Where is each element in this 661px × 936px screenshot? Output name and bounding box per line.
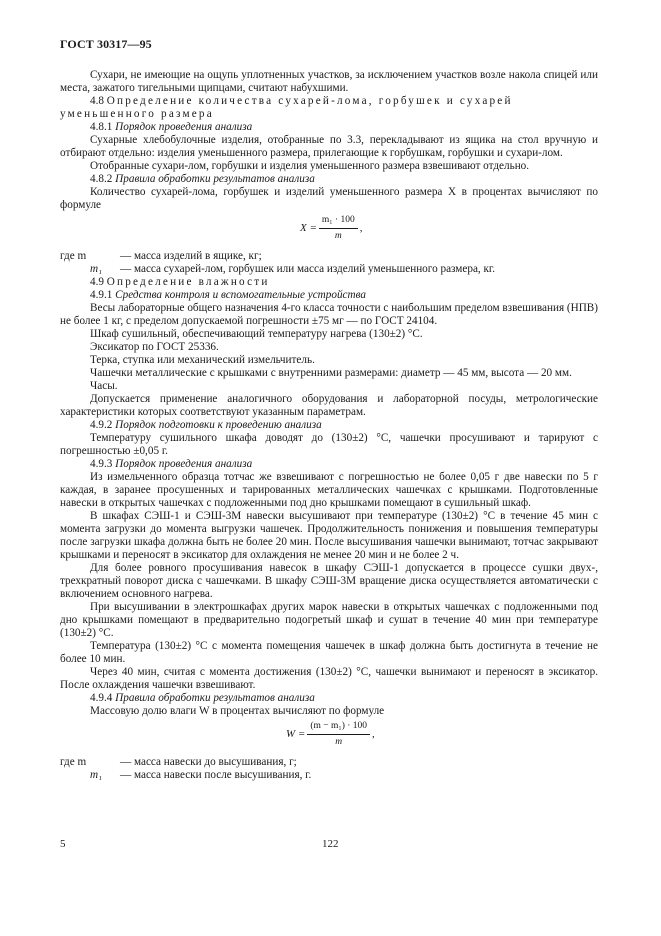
paragraph: Температура (130±2) °С с момента помещения чашечек в шкаф должна быть достигнута в течение не более 10 мин. (60, 640, 598, 665)
section-heading-4-8 (60, 95, 598, 121)
legend-text: — масса навески после высушивания, г. (120, 769, 312, 781)
paragraph: Часы. (90, 380, 118, 392)
paragraph: Допускается применение аналогичного оборудования и лабораторной посуды, метрологические характеристики которых соответствуют указанным параметрам. (60, 393, 598, 418)
legend-text: — масса сухарей-лом, горбушек или масса изделий уменьшенного размера, кг. (120, 263, 496, 275)
formula-denominator: m (334, 231, 342, 241)
section-number: 4.9 (90, 276, 104, 288)
legend-symbol: m₁ (90, 263, 102, 275)
paragraph: Шкаф сушильный, обеспечивающий температуру нагрева (130±2) °С. (90, 328, 423, 340)
formula-tail: , (359, 222, 363, 234)
section-number: 4.8 (90, 95, 104, 107)
paragraph: При высушивании в электрошкафах других марок навески в открытых чашечках с подложенными под дно крышками помещают в предварительно подогретый шкаф и сушат в течение 40 мин при температуре (130±2) °С. (60, 601, 598, 639)
paragraph: Чашечки металлические с крышками с внутренними размерами: диаметр — 45 мм, высота — 20 мм. (90, 367, 572, 379)
footer-left-number: 5 (60, 838, 66, 850)
paragraph: Через 40 мин, считая с момента достижения (130±2) °С, чашечки вынимают и переносят в эксикатор. После охлаждения чашечки взвешивают. (60, 666, 598, 691)
subsection-heading-4-9-3 (60, 458, 598, 471)
paragraph: Эксикатор по ГОСТ 25336. (90, 341, 219, 353)
paragraph: Температуру сушильного шкафа доводят до (130±2) °С, чашечки просушивают и тарируют с погрешностью ±0,05 г. (60, 432, 598, 457)
document-header: ГОСТ 30317—95 (60, 37, 152, 51)
formula-numerator: (m − m₁) · 100 (307, 720, 370, 735)
legend-text: — масса навески до высушивания, г; (120, 756, 297, 768)
subsection-heading-4-9-1 (60, 289, 598, 302)
formula-numerator: m₁ · 100 (319, 214, 358, 229)
legend-text: — масса изделий в ящике, кг; (120, 250, 262, 262)
section-title: Порядок подготовки к проведению анализа (115, 419, 322, 431)
formula-denominator: m (335, 737, 343, 747)
subsection-heading-4-9-2 (60, 419, 598, 432)
section-title: Средства контроля и вспомогательные устройства (115, 289, 366, 301)
page-number: 122 (322, 838, 339, 850)
section-title: Определение количества сухарей-лома, горбушек и сухарей уменьшенного размера (60, 95, 513, 120)
formula-fraction (307, 720, 370, 749)
section-number: 4.9.2 (90, 419, 113, 431)
section-title: Порядок проведения анализа (115, 121, 253, 133)
formula-w (60, 720, 598, 754)
paragraph: Массовую долю влаги W в процентах вычисляют по формуле (90, 705, 385, 717)
section-number: 4.9.4 (90, 692, 113, 704)
paragraph: Сухарные хлебобулочные изделия, отобранные по 3.3, перекладывают из ящика на стол вручную и отбирают отдельно: изделия уменьшенного размера, прилегающие к горбушкам, горбушки и сухари-лом. (60, 134, 598, 159)
subsection-heading-4-8-1 (60, 121, 598, 134)
paragraph: Количество сухарей-лома, горбушек и изделий уменьшенного размера X в процентах вычисляют по формуле (60, 186, 598, 211)
section-number: 4.9.1 (90, 289, 113, 301)
section-title: Порядок проведения анализа (115, 458, 253, 470)
section-number: 4.8.1 (90, 121, 113, 133)
formula-lhs: W = (286, 728, 306, 740)
paragraph: Для более ровного просушивания навесок в шкафу СЭШ-1 допускается в процессе сушки двух-, трехкратный поворот диска с чашечками. В шкафу СЭШ-3М вращение диска осуществляется автоматически с включением основного нагрева. (60, 562, 598, 600)
formula-x (60, 214, 598, 248)
formula-legend-row (60, 263, 598, 276)
section-title: Определение влажности (106, 276, 270, 288)
formula-legend-row (60, 769, 598, 782)
formula-legend-row (60, 756, 598, 769)
subsection-heading-4-8-2 (60, 173, 598, 186)
section-number: 4.9.3 (90, 458, 113, 470)
formula-legend-row (60, 250, 598, 263)
section-title: Правила обработки результатов анализа (115, 173, 315, 185)
paragraph: Сухари, не имеющие на ощупь уплотненных участков, за исключением участков возле накола спицей или места, зажатого тигельными щипцами, считают набухшими. (60, 69, 598, 94)
section-heading-4-9 (60, 276, 598, 289)
paragraph: Отобранные сухари-лом, горбушки и изделия уменьшенного размера взвешивают отдельно. (90, 160, 530, 172)
formula-tail: , (372, 728, 375, 740)
legend-symbol: где m (60, 756, 87, 768)
paragraph: В шкафах СЭШ-1 и СЭШ-3М навески высушивают при температуре (130±2) °С в течение 45 мин с момента загрузки до момента выгрузки чашечек. Продолжительность понижения и повышения температуры после загрузки шкафа должна быть не более 20 мин. После высушивания чашечки вынимают, тотчас закрывают крышками и переносят в эксикатор для охлаждения не менее 20 мин и не более 2 ч. (60, 510, 598, 561)
formula-lhs: X = (300, 222, 317, 234)
document-body (60, 69, 598, 782)
legend-symbol: где m (60, 250, 87, 262)
legend-symbol: m₁ (90, 769, 102, 781)
paragraph: Терка, ступка или механический измельчитель. (90, 354, 315, 366)
paragraph: Весы лабораторные общего назначения 4-го класса точности с наибольшим пределом взвешивания (НПВ) не более 1 кг, с пределом допускаемой погрешности ±75 мг — по ГОСТ 24104. (60, 302, 598, 327)
formula-fraction (319, 214, 358, 243)
paragraph: Из измельченного образца тотчас же взвешивают с погрешностью не более 0,05 г две навески по 5 г каждая, в заранее просушенных и тарированных металлических чашечках с крышками. Подготовленные навески в открытых чашечках с подложенными под дно крышками помещают в сушильный шкаф. (60, 471, 598, 509)
section-title: Правила обработки результатов анализа (115, 692, 315, 704)
section-number: 4.8.2 (90, 173, 113, 185)
subsection-heading-4-9-4 (60, 692, 598, 705)
